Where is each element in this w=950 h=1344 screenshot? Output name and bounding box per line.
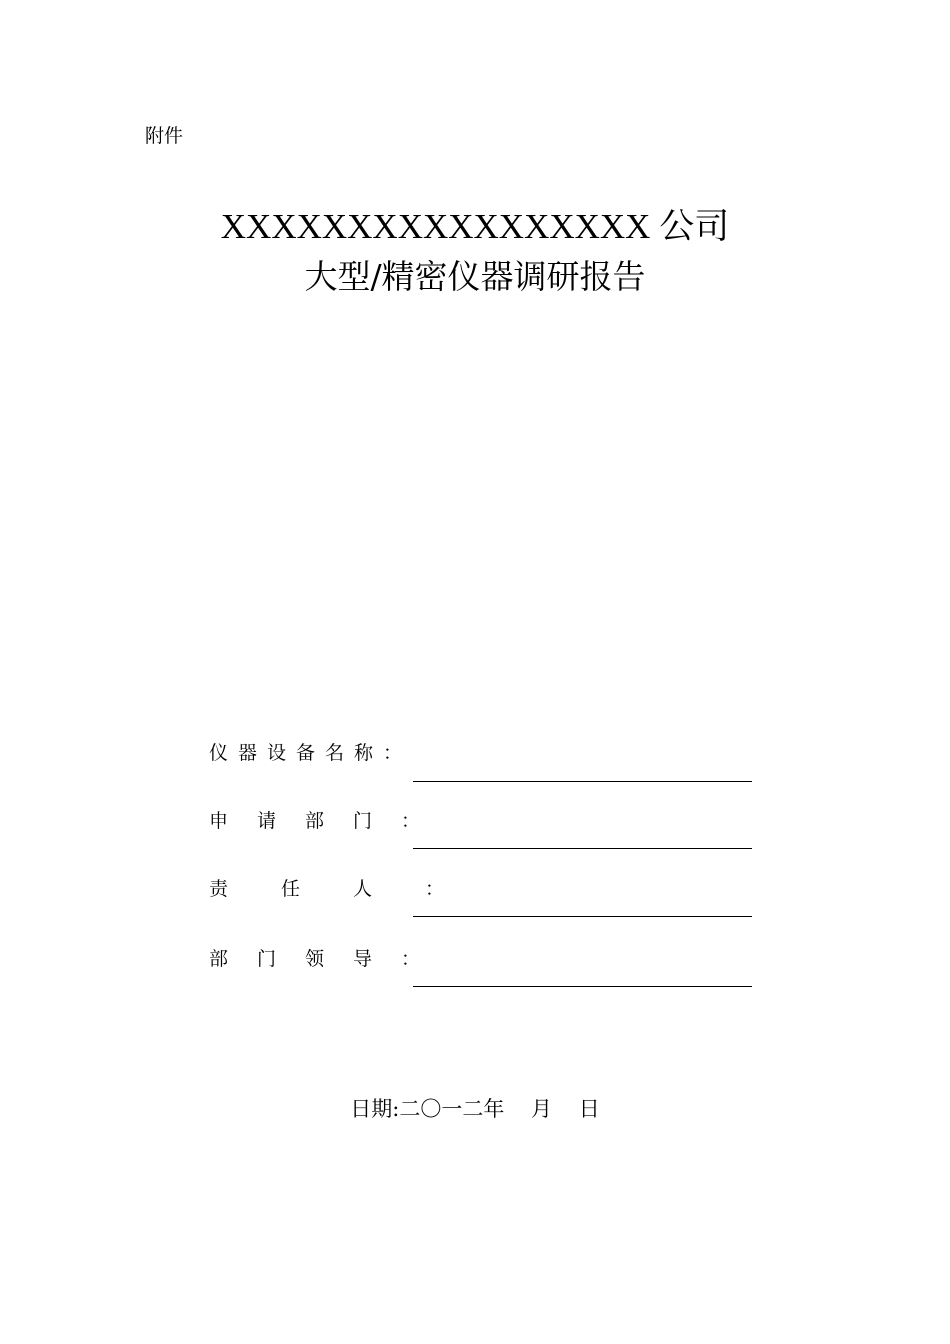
field-line-instrument-name[interactable] [413, 781, 752, 782]
field-label-responsible-person: 责 任 人 ： [209, 878, 452, 900]
field-label-instrument-name: 仪 器 设 备 名 称 ： [209, 742, 410, 764]
field-line-applying-department[interactable] [413, 848, 752, 849]
field-applying-department [209, 808, 754, 848]
field-label-department-leader: 部 门 领 导 ： [209, 948, 428, 970]
date-line: 日期:二〇一二年 月 日 [350, 1097, 600, 1121]
title-block [0, 202, 950, 302]
field-responsible-person [209, 876, 754, 916]
field-department-leader [209, 946, 754, 986]
company-title: XXXXXXXXXXXXXXXXX 公司 [220, 207, 730, 246]
field-label-applying-department: 申 请 部 门 ： [209, 810, 428, 832]
field-line-responsible-person[interactable] [413, 916, 752, 917]
attachment-label: 附件 [145, 125, 184, 147]
field-instrument-name [209, 740, 754, 780]
field-line-department-leader[interactable] [413, 986, 752, 987]
report-title: 大型/精密仪器调研报告 [304, 257, 646, 296]
